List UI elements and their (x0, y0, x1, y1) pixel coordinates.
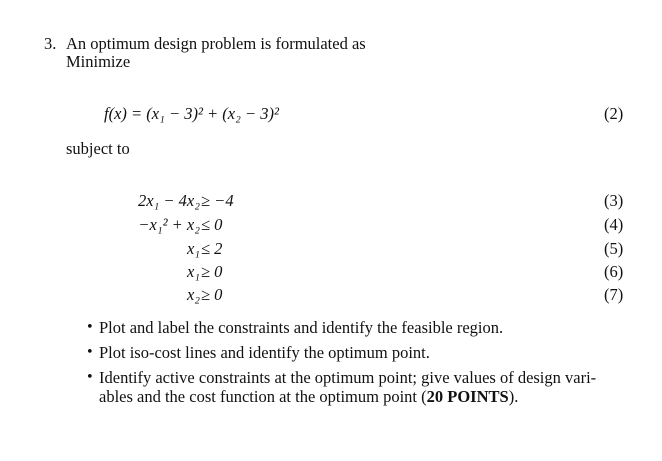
task-item: Plot iso-cost lines and identify the optimum point. (99, 343, 430, 362)
points-label: 20 POINTS (426, 387, 509, 406)
task-line (99, 387, 596, 406)
constraint-rhs: ≤ 0 (201, 215, 223, 234)
problem-number: 3. (44, 34, 57, 53)
objective-rhs: = (x₁ − 3)² + (x₂ − 3)² (131, 104, 279, 123)
equation-tag: (4) (604, 215, 624, 234)
problem-intro: An optimum design problem is formulated as (66, 34, 366, 53)
objective-lhs: f(x) (104, 104, 127, 123)
equation-tag: (7) (604, 285, 624, 304)
constraint-lhs: −x₁² + x₂ (138, 215, 200, 234)
task-text: ables and the cost function at the optimum point ( (99, 387, 427, 406)
equation-tag: (3) (604, 191, 624, 210)
task-line: Identify active constraints at the optimum point; give values of design vari- (99, 368, 597, 387)
bullet-icon: • (86, 370, 94, 385)
constraint-rhs: ≥ −4 (201, 191, 234, 210)
equation-tag: (5) (604, 239, 624, 258)
constraint-rhs: ≤ 2 (201, 239, 223, 258)
constraint-lhs: x₁ (186, 239, 200, 258)
equation-tag: (6) (604, 262, 624, 281)
equation-tag: (2) (604, 104, 624, 123)
constraint-rhs: ≥ 0 (201, 285, 223, 304)
constraint-lhs: x₁ (186, 262, 200, 281)
objective-function (104, 104, 279, 124)
bullet-icon: • (86, 320, 94, 335)
constraint-lhs: x₂ (186, 285, 200, 304)
task-item: Plot and label the constraints and identify the feasible region. (99, 318, 504, 337)
task-text: ). (508, 387, 519, 406)
minimize-label: Minimize (66, 52, 131, 71)
bullet-icon: • (86, 345, 94, 360)
constraint-rhs: ≥ 0 (201, 262, 223, 281)
subject-to-label: subject to (66, 139, 130, 158)
task-item (99, 368, 596, 406)
constraint-lhs: 2x₁ − 4x₂ (137, 191, 200, 210)
